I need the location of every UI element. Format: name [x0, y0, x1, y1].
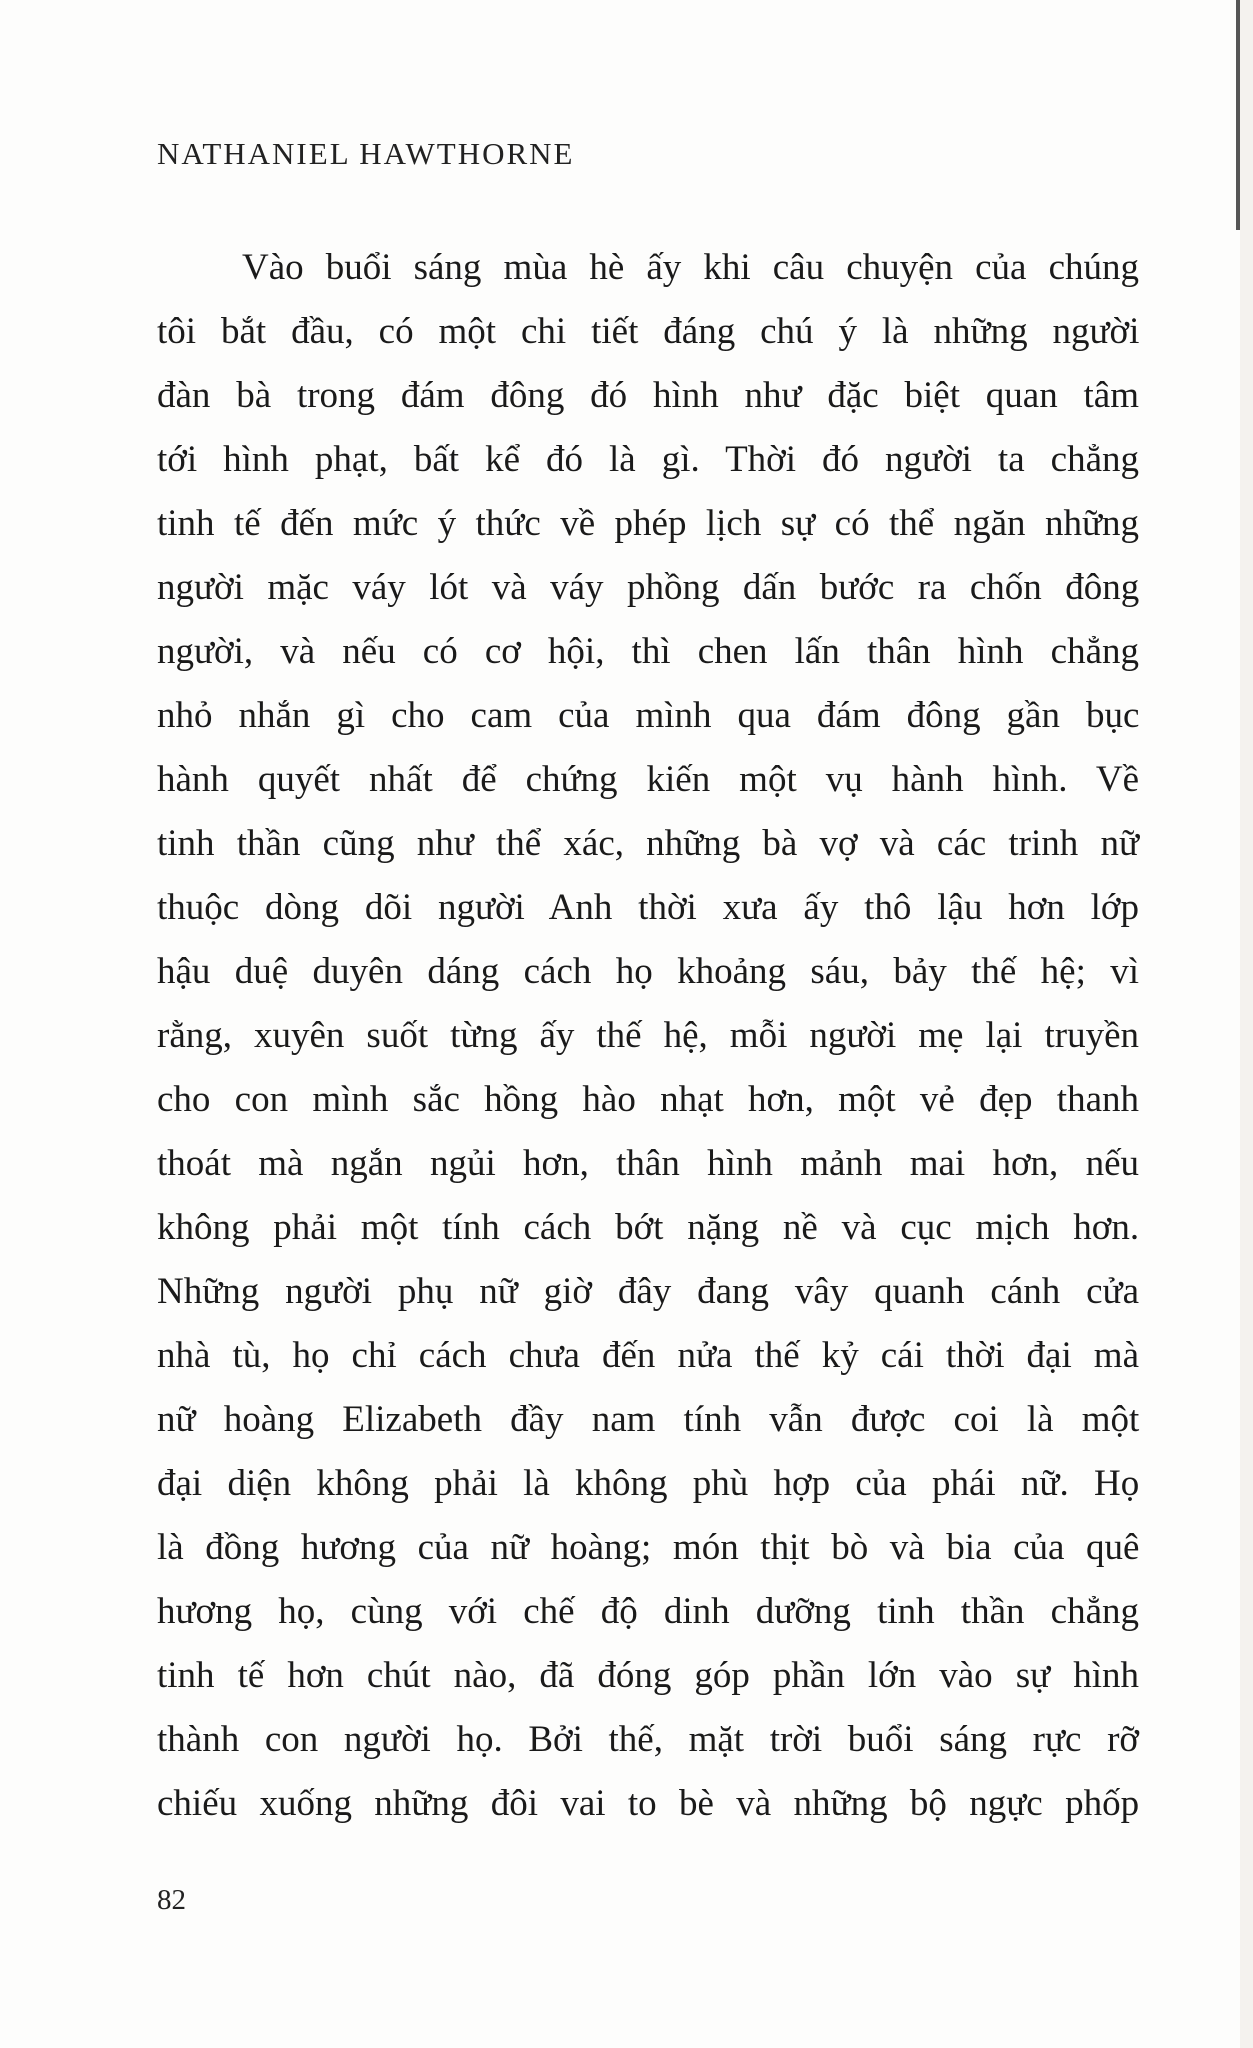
text-line: thành con người họ. Bởi thế, mặt trời buổi sáng rực rỡ — [157, 1719, 1139, 1760]
text-line: đại diện không phải là không phù hợp của phái nữ. Họ — [157, 1463, 1140, 1504]
text-line: cho con mình sắc hồng hào nhạt hơn, một vẻ đẹp thanh — [157, 1079, 1139, 1120]
text-line: tinh tế đến mức ý thức về phép lịch sự có thể ngăn những — [157, 503, 1139, 544]
text-line: thuộc dòng dõi người Anh thời xưa ấy thô lậu hơn lớp — [157, 887, 1139, 928]
page-edge-shadow — [1240, 0, 1253, 2048]
text-line: rằng, xuyên suốt từng ấy thế hệ, mỗi người mẹ lại truyền — [157, 1015, 1139, 1056]
text-line: nữ hoàng Elizabeth đầy nam tính vẫn được coi là một — [157, 1399, 1140, 1440]
text-line: tinh tế hơn chút nào, đã đóng góp phần lớn vào sự hình — [157, 1655, 1139, 1696]
text-line: là đồng hương của nữ hoàng; món thịt bò và bia của quê — [157, 1527, 1140, 1568]
page-edge-binding — [1236, 0, 1240, 230]
text-line: hậu duệ duyên dáng cách họ khoảng sáu, bảy thế hệ; vì — [157, 951, 1139, 992]
text-line: tới hình phạt, bất kể đó là gì. Thời đó người ta chẳng — [157, 439, 1139, 480]
text-line: đàn bà trong đám đông đó hình như đặc biệt quan tâm — [157, 375, 1139, 416]
text-line: người, và nếu có cơ hội, thì chen lấn thân hình chẳng — [157, 631, 1139, 672]
text-line: tinh thần cũng như thể xác, những bà vợ và các trinh nữ — [157, 823, 1139, 864]
text-line: chiếu xuống những đôi vai to bè và những bộ ngực phốp — [157, 1783, 1140, 1824]
text-line: nhà tù, họ chỉ cách chưa đến nửa thế kỷ cái thời đại mà — [157, 1335, 1139, 1376]
text-line: Vào buổi sáng mùa hè ấy khi câu chuyện của chúng — [242, 247, 1139, 288]
text-line: Những người phụ nữ giờ đây đang vây quanh cánh cửa — [157, 1271, 1140, 1312]
body-text — [157, 236, 1139, 1836]
text-line: nhỏ nhắn gì cho cam của mình qua đám đông gần bục — [157, 695, 1140, 736]
text-line: thoát mà ngắn ngủi hơn, thân hình mảnh mai hơn, nếu — [157, 1143, 1139, 1184]
text-line: hương họ, cùng với chế độ dinh dưỡng tinh thần chẳng — [157, 1591, 1139, 1632]
page-number: 82 — [157, 1884, 186, 1916]
text-line: không phải một tính cách bớt nặng nề và cục mịch hơn. — [157, 1207, 1140, 1248]
text-line: người mặc váy lót và váy phồng dấn bước ra chốn đông — [157, 567, 1140, 608]
text-line: hành quyết nhất để chứng kiến một vụ hành hình. Về — [157, 759, 1139, 800]
text-line: tôi bắt đầu, có một chi tiết đáng chú ý là những người — [157, 311, 1140, 352]
running-header: NATHANIEL HAWTHORNE — [157, 136, 575, 171]
